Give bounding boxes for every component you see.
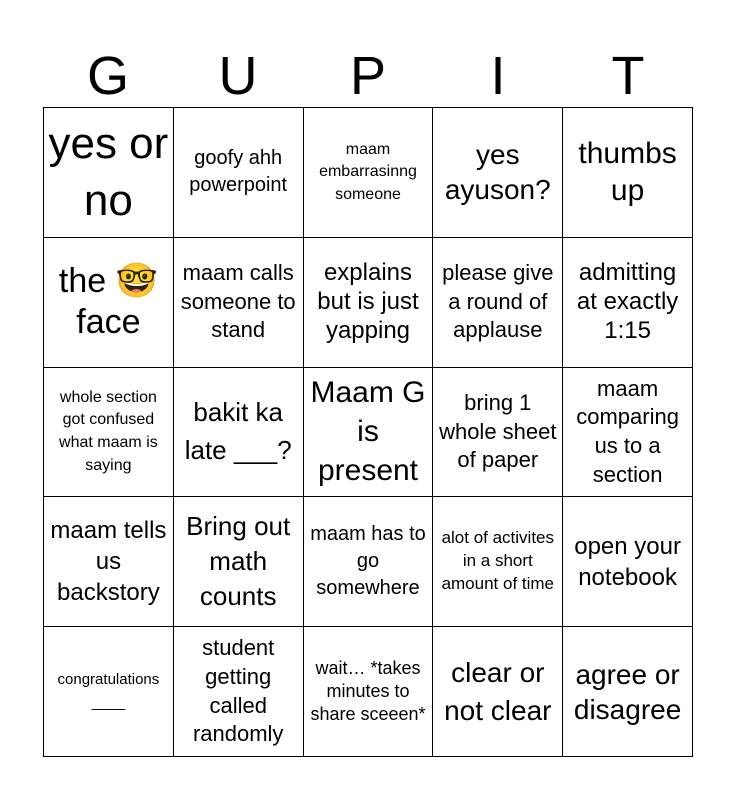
bingo-cell[interactable]: wait… *takes minutes to share sceeen* <box>304 627 434 757</box>
header-letter-i: I <box>490 46 506 106</box>
bingo-cell[interactable]: Maam G is present <box>304 368 434 498</box>
bingo-cell[interactable]: bakit ka late ___? <box>174 368 304 498</box>
bingo-cell[interactable]: maam has to go somewhere <box>304 497 434 627</box>
bingo-cell[interactable]: alot of activites in a short amount of time <box>433 497 563 627</box>
header-letter-u: U <box>218 46 258 106</box>
bingo-cell[interactable]: whole section got confused what maam is saying <box>44 368 174 498</box>
bingo-cell[interactable]: admitting at exactly 1:15 <box>563 238 693 368</box>
bingo-cell[interactable]: maam embarrasinng someone <box>304 108 434 238</box>
bingo-cell[interactable]: please give a round of applause <box>433 238 563 368</box>
bingo-cell[interactable]: maam tells us backstory <box>44 497 174 627</box>
bingo-cell[interactable]: maam calls someone to stand <box>174 238 304 368</box>
bingo-cell[interactable]: agree or disagree <box>563 627 693 757</box>
header-letter-t: T <box>611 46 645 106</box>
bingo-cell[interactable]: open your notebook <box>563 497 693 627</box>
bingo-cell[interactable]: yes ayuson? <box>433 108 563 238</box>
bingo-cell[interactable]: clear or not clear <box>433 627 563 757</box>
bingo-cell[interactable]: explains but is just yapping <box>304 238 434 368</box>
header-letter-g: G <box>86 46 129 106</box>
bingo-cell[interactable]: congratulations ____ <box>44 627 174 757</box>
bingo-grid <box>43 107 693 757</box>
bingo-cell[interactable]: student getting called randomly <box>174 627 304 757</box>
bingo-cell[interactable]: bring 1 whole sheet of paper <box>433 368 563 498</box>
bingo-header <box>43 45 693 107</box>
header-letter-p: P <box>349 46 387 106</box>
bingo-cell[interactable]: the 🤓 face <box>44 238 174 368</box>
bingo-cell[interactable]: goofy ahh powerpoint <box>174 108 304 238</box>
bingo-cell[interactable]: maam comparing us to a section <box>563 368 693 498</box>
bingo-cell[interactable]: thumbs up <box>563 108 693 238</box>
bingo-cell[interactable]: Bring out math counts <box>174 497 304 627</box>
bingo-cell[interactable]: yes or no <box>44 108 174 238</box>
